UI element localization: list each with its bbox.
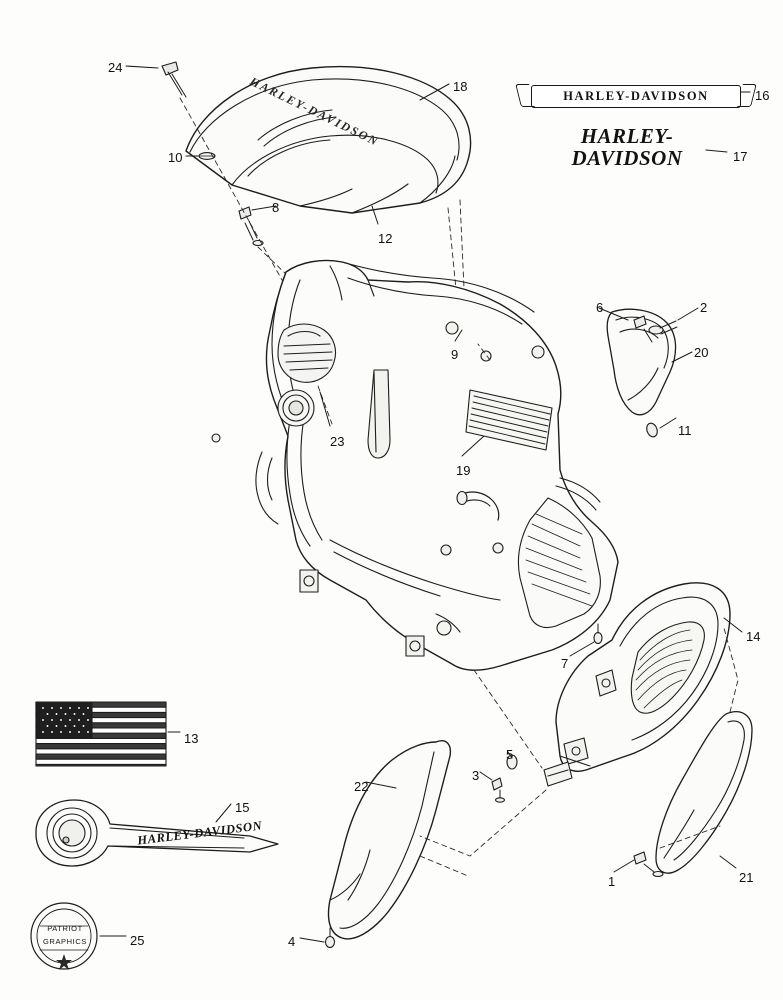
callout-12: 12	[378, 231, 393, 246]
part-3-screw	[492, 778, 505, 802]
two-line-logo-line1: HARLEY-	[580, 124, 674, 148]
callout-9: 9	[451, 347, 459, 362]
callout-20: 20	[694, 345, 709, 360]
callout-6: 6	[596, 300, 604, 315]
patriot-decal-overlay	[28, 900, 102, 974]
part-21-lower-trim	[656, 712, 752, 873]
callout-5: 5	[506, 747, 514, 762]
patriot-decal-line2: GRAPHICS	[43, 937, 87, 946]
part-frame-assembly	[212, 260, 618, 670]
callout-17: 17	[733, 149, 748, 164]
callout-2: 2	[700, 300, 708, 315]
callout-23: 23	[330, 434, 345, 449]
callout-4: 4	[288, 934, 296, 949]
callout-8: 8	[272, 200, 280, 215]
callout-1: 1	[608, 874, 616, 889]
two-line-logo-line2: DAVIDSON	[571, 146, 683, 170]
callout-10: 10	[168, 150, 183, 165]
callout-21: 21	[739, 870, 754, 885]
callout-16: 16	[755, 88, 770, 103]
bar-logo-text: HARLEY-DAVIDSON	[563, 89, 709, 103]
bar-logo-decal	[531, 85, 741, 108]
part-24-screw	[162, 62, 186, 97]
part-7-fastener	[594, 624, 602, 644]
fairing-script-text: HARLEY-DAVIDSON	[247, 74, 382, 149]
callout-7: 7	[561, 656, 569, 671]
two-line-logo-decal	[552, 125, 702, 171]
part-13-flag-decal	[36, 702, 166, 766]
callout-15: 15	[235, 800, 250, 815]
callout-3: 3	[472, 768, 480, 783]
part-11-clip	[645, 422, 659, 439]
callout-24: 24	[108, 60, 123, 75]
callout-19: 19	[456, 463, 471, 478]
callout-18: 18	[453, 79, 468, 94]
callout-25: 25	[130, 933, 145, 948]
callout-11: 11	[678, 423, 692, 438]
key-decal-text: HARLEY-DAVIDSON	[136, 818, 264, 848]
patriot-decal-line1: PATRIOT	[47, 924, 83, 933]
callout-22: 22	[354, 779, 369, 794]
part-22-deflector	[329, 741, 451, 939]
callout-13: 13	[184, 731, 199, 746]
callout-14: 14	[746, 629, 761, 644]
